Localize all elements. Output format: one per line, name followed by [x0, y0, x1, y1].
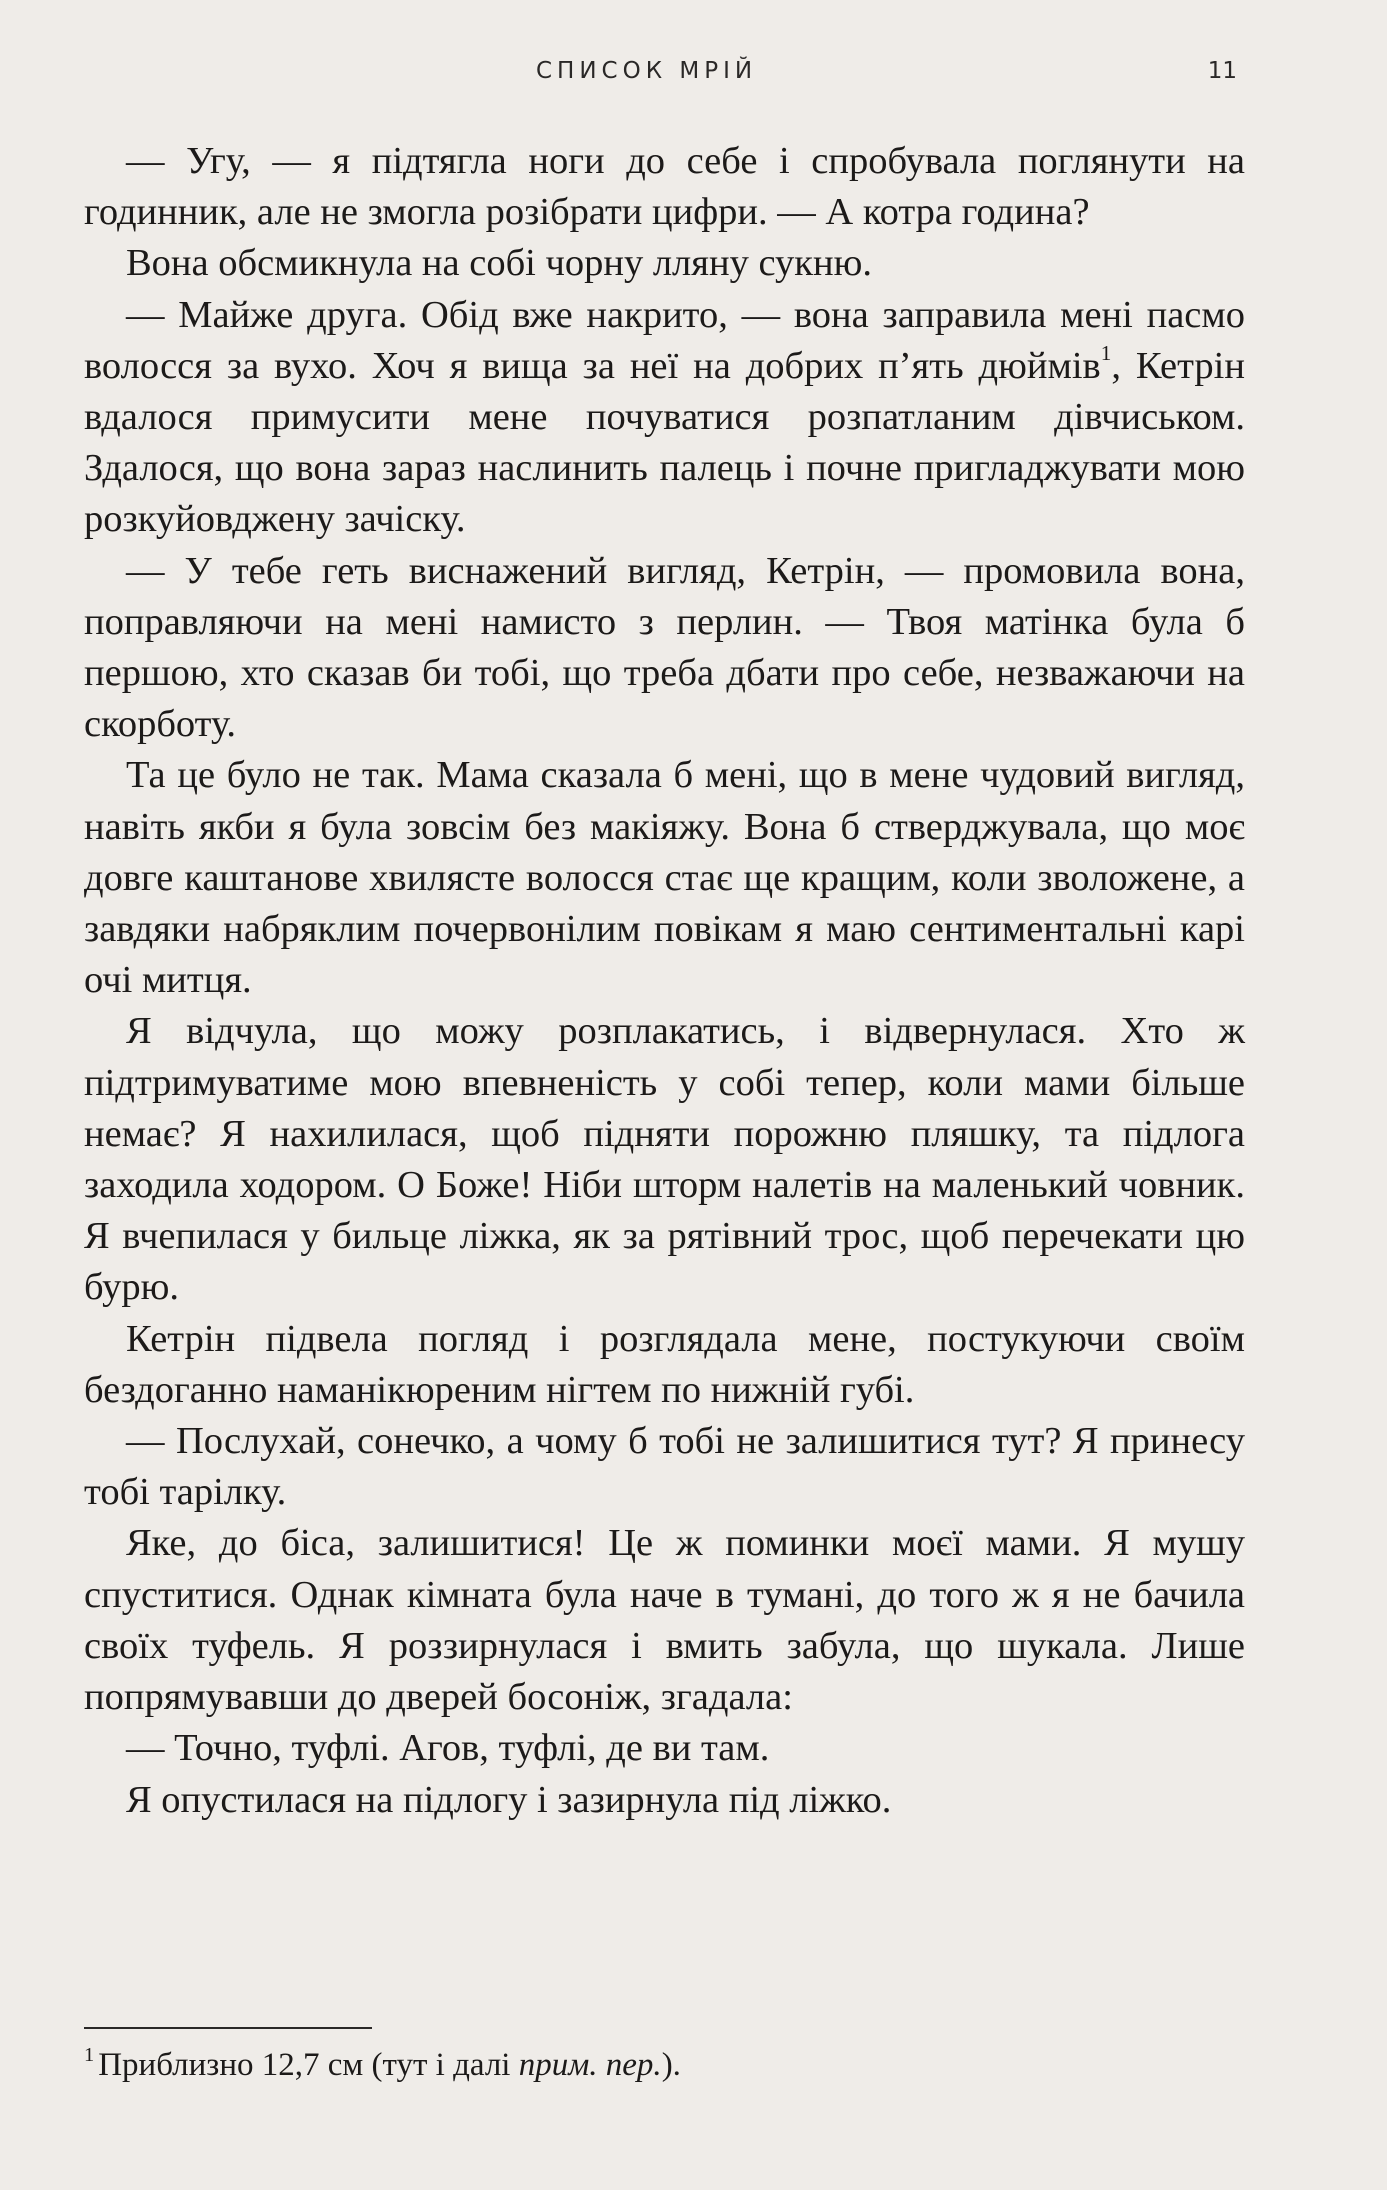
footnote	[84, 2042, 1245, 2088]
paragraph: — Послухай, сонечко, а чому б тобі не залишитися тут? Я принесу тобі тарілку.	[84, 1420, 1245, 1514]
paragraph: — Угу, — я підтягла ноги до себе і спробувала поглянути на годинник, але не змогла розібрати цифри. — А котра година?	[84, 140, 1245, 234]
footnote-reference: 1	[1100, 340, 1112, 365]
paragraph-text: — Майже друга. Обід вже накрито, — вона заправила мені пасмо волосся за вухо. Хоч я вища за неї на добрих п’ять дюймів	[84, 293, 1245, 387]
paragraph: Вона обсмикнула на собі чорну лляну сукню.	[126, 242, 872, 285]
paragraph: — У тебе геть виснажений вигляд, Кетрін, — промовила вона, поправляючи на мені намисто з перлин. — Твоя матінка була б першою, хто сказав би тобі, що треба дбати про себе, незважаючи на скорботу.	[84, 549, 1245, 746]
footnote-number: 1	[84, 2043, 95, 2066]
paragraph: Яке, до біса, залишитися! Це ж поминки моєї мами. Я мушу спуститися. Однак кімната була наче в тумані, до того ж я не бачила своїх туфель. Я роззирнулася і вмить забула, що шукала. Лише попрямувавши до дверей босоніж, згадала:	[84, 1522, 1245, 1719]
footnote-divider	[84, 2027, 372, 2029]
body-text	[84, 136, 1245, 1826]
footnote-text: Приблизно 12,7 см (тут і далі	[98, 2047, 519, 2083]
footnote-emphasis: прим. пер.	[518, 2047, 662, 2083]
paragraph: Та це було не так. Мама сказала б мені, що в мене чудовий вигляд, навіть якби я була зовсім без макіяжу. Вона б стверджувала, що моє довге каштанове хвилясте волосся стає ще кращим, коли зволожене, а завдяки набряклим почервонілим повікам я маю сентиментальні карі очі митця.	[84, 754, 1245, 1002]
page-number: 11	[1207, 58, 1237, 84]
paragraph: Я відчула, що можу розплакатись, і відвернулася. Хто ж підтримуватиме мою впевненість у собі тепер, коли мами більше немає? Я нахилилася, щоб підняти порожню пляшку, та підлога заходила ходором. О Боже! Ніби шторм налетів на маленький човник. Я вчепилася у бильце ліжка, як за рятівний трос, щоб перечекати цю бурю.	[84, 1010, 1245, 1309]
paragraph-with-footnote	[84, 290, 1245, 546]
paragraph-text: , Кетрін вдалося примусити мене почуватися розпатланим дівчиськом. Здалося, що вона зараз наслинить палець і почне пригладжувати мою розкуйовджену зачіску.	[84, 344, 1245, 541]
paragraph: Кетрін підвела погляд і розглядала мене, постукуючи своїм бездоганно наманікюреним нігтем по нижній губі.	[84, 1317, 1245, 1411]
paragraph: Я опустилася на підлогу і зазирнула під ліжко.	[126, 1778, 892, 1821]
running-title: СПИСОК МРІЙ	[536, 58, 758, 84]
paragraph: — Точно, туфлі. Агов, туфлі, де ви там.	[126, 1727, 770, 1770]
footnote-text-end: ).	[661, 2047, 681, 2083]
